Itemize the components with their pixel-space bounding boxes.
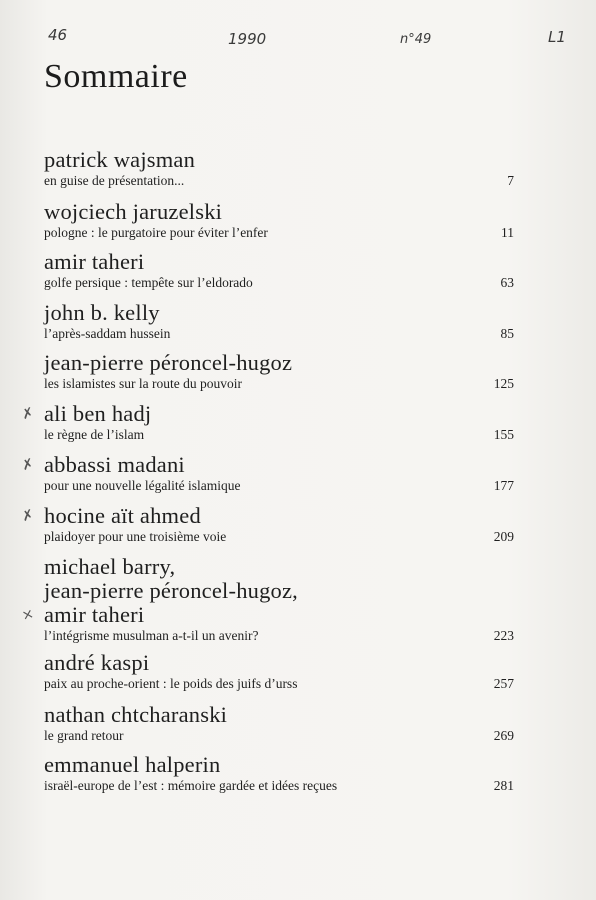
toc-entry <box>20 503 514 545</box>
toc-author: amir taheri <box>44 602 145 627</box>
toc-subtitle-row <box>44 627 514 644</box>
toc-page-number: 85 <box>500 326 514 341</box>
toc-subtitle-row <box>44 426 514 443</box>
toc-author: patrick wajsman <box>44 147 196 172</box>
toc-author: andré kaspi <box>44 650 150 675</box>
toc-subtitle: pologne : le purgatoire pour éviter l’enfer <box>44 225 268 240</box>
toc-author: amir taheri <box>44 249 145 274</box>
toc-author: jean-pierre péroncel-hugoz, <box>44 578 299 603</box>
toc-subtitle: l’après-saddam hussein <box>44 326 171 341</box>
toc-entry <box>44 753 514 794</box>
toc-subtitle-row <box>44 325 514 342</box>
toc-subtitle-row <box>44 477 514 494</box>
toc-subtitle-row <box>44 172 514 189</box>
toc-subtitle: les islamistes sur la route du pouvoir <box>44 376 242 391</box>
toc-subtitle-row <box>44 675 514 692</box>
handwritten-check-mark: ✗ <box>20 506 36 526</box>
page-title: Sommaire <box>44 58 188 95</box>
toc-subtitle: le règne de l’islam <box>44 427 145 442</box>
toc-subtitle-row <box>44 528 514 545</box>
toc-subtitle: paix au proche-orient : le poids des juifs d’urss <box>44 676 298 691</box>
toc-subtitle: golfe persique : tempête sur l’eldorado <box>44 275 253 290</box>
toc-entry <box>44 703 514 744</box>
toc-author: emmanuel halperin <box>44 752 221 777</box>
toc-subtitle: le grand retour <box>44 728 124 743</box>
toc-subtitle: l’intégrisme musulman a-t-il un avenir? <box>44 628 259 643</box>
toc-author: john b. kelly <box>44 300 160 325</box>
handwritten-check-mark: ✗ <box>20 455 36 475</box>
toc-author: wojciech jaruzelski <box>44 199 223 224</box>
toc-subtitle-row <box>44 375 514 392</box>
toc-page-number: 125 <box>493 376 514 391</box>
toc-author: hocine aït ahmed <box>44 503 201 528</box>
toc-subtitle: plaidoyer pour une troisième voie <box>44 529 227 544</box>
toc-page-number: 223 <box>493 628 514 643</box>
toc-page-number: 155 <box>493 427 514 442</box>
toc-entry <box>44 250 514 291</box>
handwritten-year: 1990 <box>228 30 267 48</box>
toc-author: michael barry, <box>44 554 176 579</box>
toc-page-number: 269 <box>493 728 514 743</box>
toc-entry <box>44 351 514 392</box>
toc-subtitle-row <box>44 727 514 744</box>
toc-subtitle-row <box>44 274 514 291</box>
toc-author: jean-pierre péroncel-hugoz <box>44 350 293 375</box>
toc-page-number: 257 <box>493 676 514 691</box>
handwritten-note-top-left: 46 <box>48 26 68 44</box>
toc-entry <box>20 452 514 494</box>
handwritten-note-top-right: L1 <box>548 28 566 46</box>
toc-subtitle: israël-europe de l’est : mémoire gardée et idées reçues <box>44 778 338 793</box>
toc-entry <box>44 148 514 189</box>
toc-page-number: 281 <box>493 778 514 793</box>
toc-entry <box>44 651 514 692</box>
toc-subtitle: pour une nouvelle légalité islamique <box>44 478 241 493</box>
toc-subtitle-row <box>44 224 514 241</box>
toc-page-number: 11 <box>501 225 514 240</box>
toc-author: nathan chtcharanski <box>44 702 228 727</box>
toc-page-number: 7 <box>507 173 514 188</box>
toc-entry <box>44 301 514 342</box>
toc-page-number: 177 <box>493 478 514 493</box>
handwritten-check-mark: ✗ <box>20 404 36 424</box>
toc-page-number: 63 <box>500 275 514 290</box>
handwritten-check-mark: ⨯ <box>20 605 36 625</box>
toc-author: ali ben hadj <box>44 401 152 426</box>
toc-subtitle-row <box>44 777 514 794</box>
toc-entry <box>20 554 514 644</box>
handwritten-number: n°49 <box>400 32 432 47</box>
toc-subtitle: en guise de présentation... <box>44 173 185 188</box>
toc-entry <box>44 200 514 241</box>
toc-entry <box>20 401 514 443</box>
toc-page-number: 209 <box>493 529 514 544</box>
toc-author: abbassi madani <box>44 452 185 477</box>
